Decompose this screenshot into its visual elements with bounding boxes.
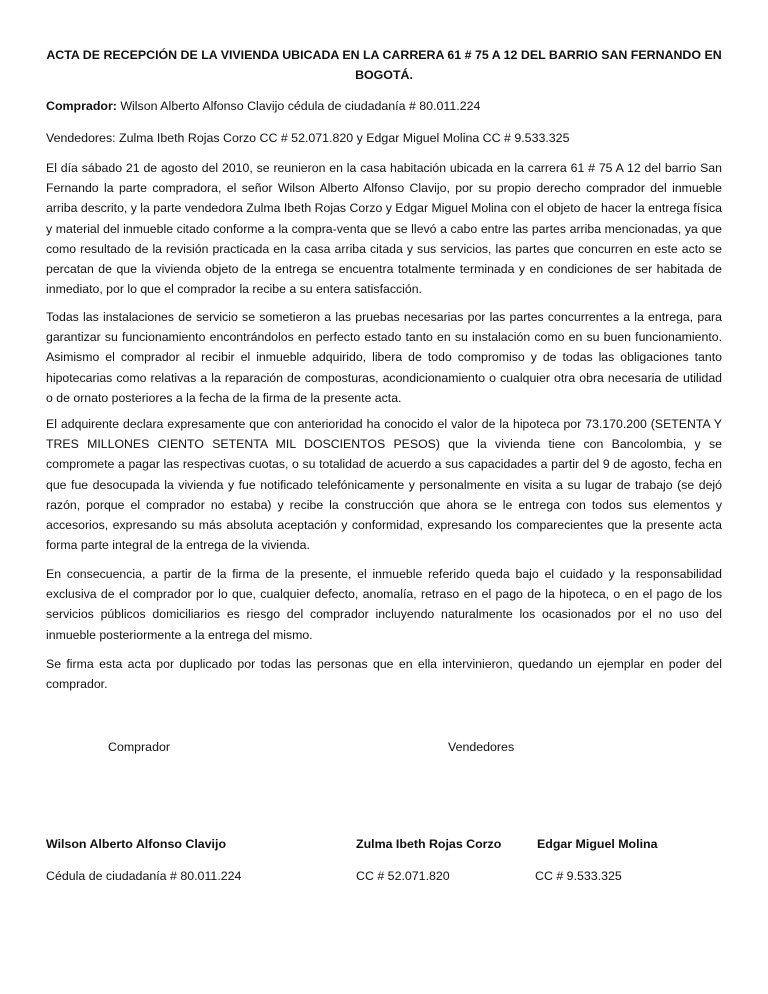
buyer-label: Comprador: bbox=[46, 99, 117, 113]
seller2-signature-id: CC # 9.533.325 bbox=[535, 869, 622, 883]
paragraph-signing: Se firma esta acta por duplicado por todas las personas que en ella intervinieron, quedando un ejemplar en poder del comprador. bbox=[46, 657, 722, 692]
buyer-line bbox=[46, 96, 722, 116]
sellers-line: Vendedores: Zulma Ibeth Rojas Corzo CC # 52.071.820 y Edgar Miguel Molina CC # 9.533.325 bbox=[46, 131, 570, 145]
seller2-signature-name: Edgar Miguel Molina bbox=[537, 837, 658, 851]
sellers-heading: Vendedores bbox=[448, 740, 515, 754]
paragraph-delivery: El día sábado 21 de agosto del 2010, se reunieron en la casa habitación ubicada en la carrera 61 # 75 A 12 del barrio San Fernando la parte compradora, el señor Wilson Alberto Alfonso Clavijo, por su propio derecho comprador del inmueble arriba descrito, y la parte vendedora Zulma Ibeth Rojas Corzo y Edgar Miguel Molina con el objeto de hacer la entrega física y material del inmueble citado conforme a la compra-venta que se llevó a cabo entre las partes arriba mencionadas, ya que como resultado de la revisión practicada en la casa arriba citada y sus servicios, las partes que concurren en este acto se percatan de que la vivienda objeto de la entrega se encuentra totalmente terminada y en condiciones de ser habitada de inmediato, por lo que el comprador la recibe a su entera satisfacción. bbox=[46, 161, 723, 297]
seller1-signature-id: CC # 52.071.820 bbox=[356, 869, 450, 883]
seller1-signature-name: Zulma Ibeth Rojas Corzo bbox=[356, 837, 502, 851]
paragraph-responsibility: En consecuencia, a partir de la firma de la presente, el inmueble referido queda bajo el cuidado y la responsabilidad exclusiva de el comprador por lo que, cualquier defecto, anomalía, retraso en el pago de la hipoteca, o en el pago de los servicios públicos domiciliarios es riesgo del comprador incluyendo naturalmente los ocasionados por el no uso del inmueble posteriormente a la entrega del mismo. bbox=[46, 567, 722, 642]
buyer-info: Wilson Alberto Alfonso Clavijo cédula de ciudadanía # 80.011.224 bbox=[120, 99, 481, 113]
buyer-heading: Comprador bbox=[108, 740, 170, 754]
paragraph-installations: Todas las instalaciones de servicio se sometieron a las pruebas necesarias por las partes concurrentes a la entrega, para garantizar su funcionamiento encontrándolos en perfecto estado tanto en su instalación como en su buen funcionamiento. Asimismo el comprador al recibir el inmueble adquirido, libera de todo compromiso y de todas las obligaciones tanto hipotecarias como relativas a la reparación de composturas, acondicionamiento o cualquier otra obra necesaria de utilidad o de ornato posteriores a la fecha de la firma de la presente acta. bbox=[46, 310, 722, 405]
buyer-signature-id: Cédula de ciudadanía # 80.011.224 bbox=[46, 869, 242, 883]
paragraph-mortgage: El adquirente declara expresamente que con anterioridad ha conocido el valor de la hipoteca por 73.170.200 (SETENTA Y TRES MILLONES CIENTO SETENTA MIL DOSCIENTOS PESOS) que la vivienda tiene con Bancolombia, y se compromete a pagar las respectivas cuotas, o su totalidad de acuerdo a sus capacidades a partir del 9 de agosto, fecha en que fue desocupada la vivienda y fue notificado telefónicamente y personalmente en visita a su lugar de trabajo (se dejó razón, porque el comprador no estaba) y recibe la construcción que ahora se le entrega con todos sus elementos y accesorios, expresando su más absoluta aceptación y conformidad, expresando los comparecientes que la presente acta forma parte integral de la entrega de la vivienda. bbox=[46, 417, 722, 553]
document-title: ACTA DE RECEPCIÓN DE LA VIVIENDA UBICADA EN LA CARRERA 61 # 75 A 12 DEL BARRIO SAN FERNANDO EN BOGOTÁ. bbox=[46, 48, 722, 82]
buyer-signature-name: Wilson Alberto Alfonso Clavijo bbox=[46, 837, 227, 851]
